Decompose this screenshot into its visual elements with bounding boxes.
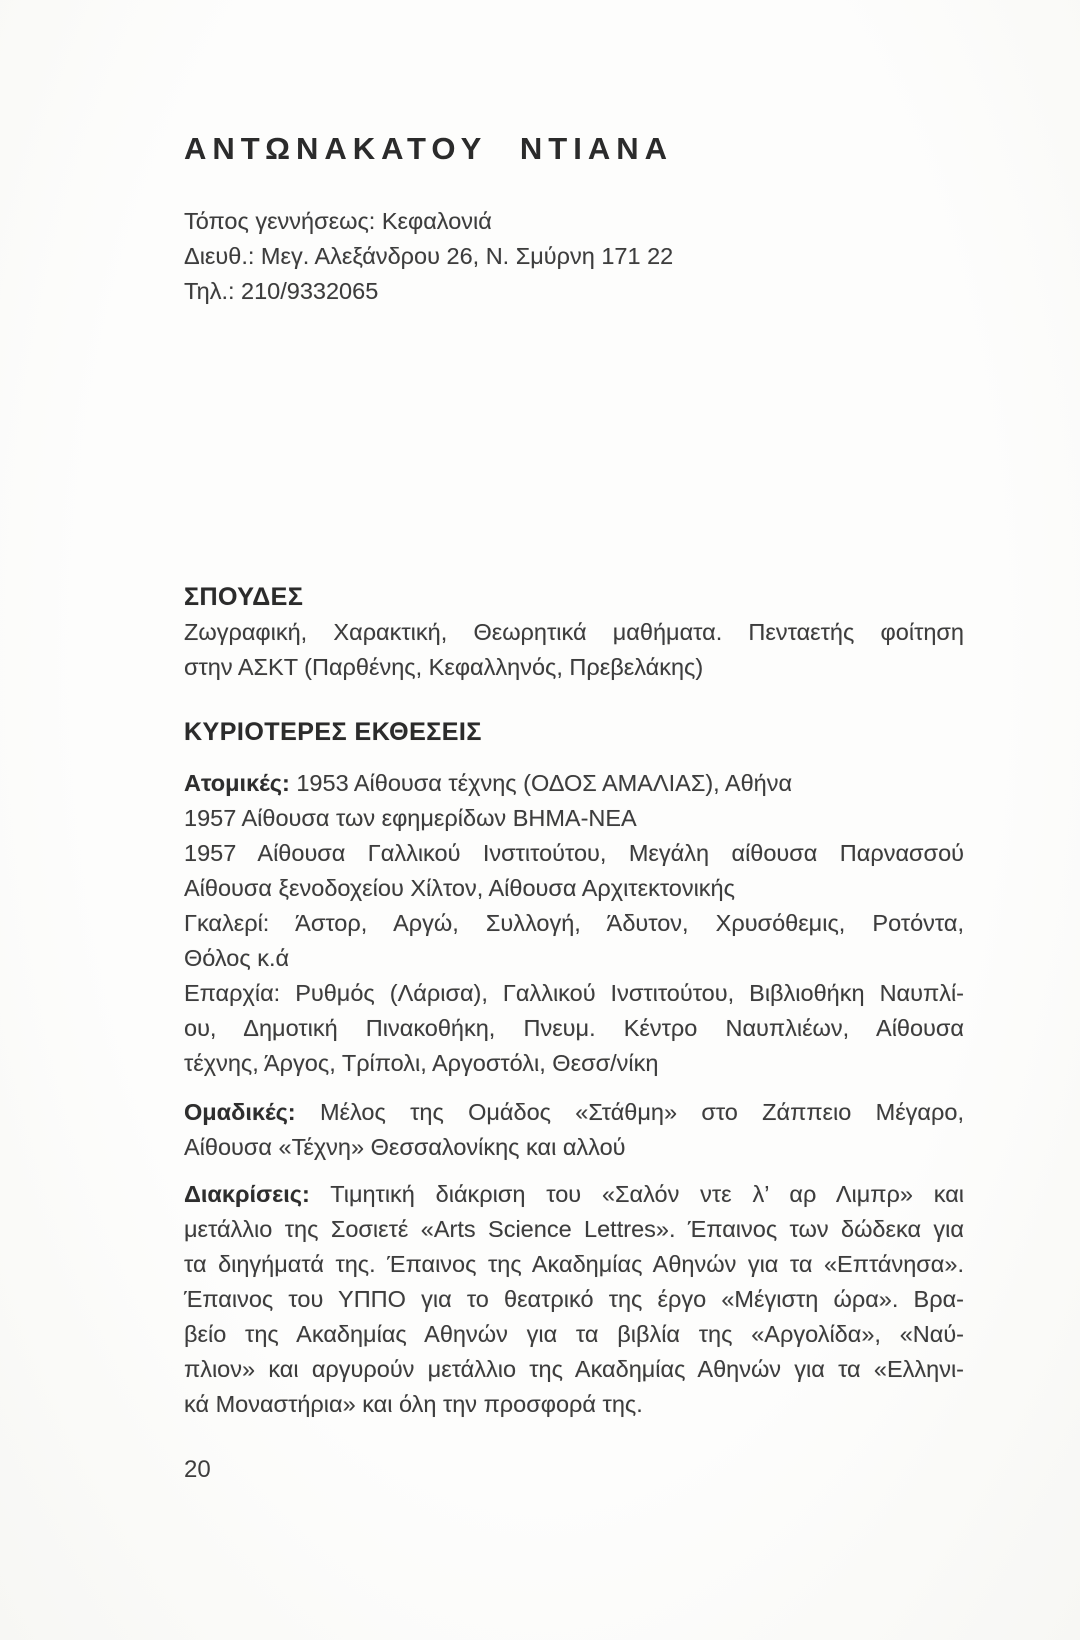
solo-text-line: Θόλος κ.ά [184, 945, 290, 971]
solo-text-line: τέχνης, Άργος, Τρίπολι, Αργοστόλι, Θεσσ/νίκη [184, 1050, 659, 1076]
solo-label: Ατομικές: [184, 770, 290, 796]
studies-section [184, 580, 964, 685]
solo-line-text: 1953 Αίθουσα τέχνης (ΟΔΟΣ ΑΜΑΛΙΑΣ), Αθήνα [296, 770, 793, 796]
exhibitions-heading: ΚΥΡΙΟΤΕΡΕΣ ΕΚΘΕΣΕΙΣ [184, 718, 482, 746]
solo-text-line: 1957 Αίθουσα των εφημερίδων ΒΗΜΑ-ΝΕΑ [184, 805, 637, 831]
group-label: Ομαδικές: [184, 1099, 296, 1125]
solo-text-line: 1957 Αίθουσα Γαλλικού Ινστιτούτου, Μεγάλη αίθουσα Παρνασσού [184, 840, 964, 866]
address-line: Διευθ.: Μεγ. Αλεξάνδρου 26, Ν. Σμύρνη 171 22 [184, 243, 674, 269]
solo-text-line: Αίθουσα ξενοδοχείου Χίλτον, Αίθουσα Αρχιτεκτονικής [184, 875, 735, 901]
awards-text-line: βείο της Ακαδημίας Αθηνών για τα βιβλία της «Αργολίδα», «Ναύ- [184, 1321, 964, 1347]
studies-text-line: στην ΑΣΚΤ (Παρθένης, Κεφαλληνός, Πρεβελάκης) [184, 654, 704, 680]
solo-text-line [184, 766, 964, 801]
awards-text-line: πλιον» και αργυρούν μετάλλιο της Ακαδημίας Αθηνών για τα «Ελληνι- [184, 1356, 964, 1382]
awards-text-line: τα διηγήματά της. Έπαινος της Ακαδημίας Αθηνών για τα «Επτάνησα». [184, 1251, 964, 1277]
studies-text-line: Ζωγραφική, Χαρακτική, Θεωρητικά μαθήματα. Πενταετής φοίτηση [184, 619, 964, 645]
awards-line-text: Τιμητική διάκριση του «Σαλόν ντε λ’ αρ Λιμπρ» και [330, 1181, 964, 1207]
awards-text-line: Έπαινος του ΥΠΠΟ για το θεατρικό της έργο «Μέγιστη ώρα». Βρα- [184, 1286, 964, 1312]
artist-name: ΑΝΤΩΝΑΚΑΤΟΥ ΝΤΙΑΝΑ [184, 131, 673, 166]
birthplace-line: Τόπος γεννήσεως: Κεφαλονιά [184, 208, 492, 234]
group-text-line [184, 1095, 964, 1130]
awards-text-line: μετάλλιο της Σοσιετέ «Arts Science Lettres». Έπαινος των δώδεκα για [184, 1216, 964, 1242]
group-text-line: Αίθουσα «Τέχνη» Θεσσαλονίκης και αλλού [184, 1134, 626, 1160]
solo-exhibitions-paragraph [184, 766, 964, 1081]
solo-text-line: Επαρχία: Ρυθμός (Λάρισα), Γαλλικού Ινστιτούτου, Βιβλιοθήκη Ναυπλί- [184, 980, 964, 1006]
awards-label: Διακρίσεις: [184, 1181, 310, 1207]
phone-line: Τηλ.: 210/9332065 [184, 278, 379, 304]
group-exhibitions-paragraph [184, 1095, 964, 1165]
awards-text-line [184, 1177, 964, 1212]
contact-block [184, 204, 964, 309]
studies-heading: ΣΠΟΥΔΕΣ [184, 583, 304, 611]
solo-text-line: Γκαλερί: Άστορ, Αργώ, Συλλογή, Άδυτον, Χρυσόθεμις, Ροτόντα, [184, 910, 964, 936]
page-number: 20 [184, 1456, 211, 1483]
awards-text-line: κά Μοναστήρια» και όλη την προσφορά της. [184, 1391, 643, 1417]
awards-paragraph [184, 1177, 964, 1422]
group-line-text: Μέλος της Ομάδος «Στάθμη» στο Ζάππειο Μέγαρο, [319, 1099, 964, 1125]
solo-text-line: ου, Δημοτική Πινακοθήκη, Πνευμ. Κέντρο Ναυπλιέων, Αίθουσα [184, 1015, 964, 1041]
